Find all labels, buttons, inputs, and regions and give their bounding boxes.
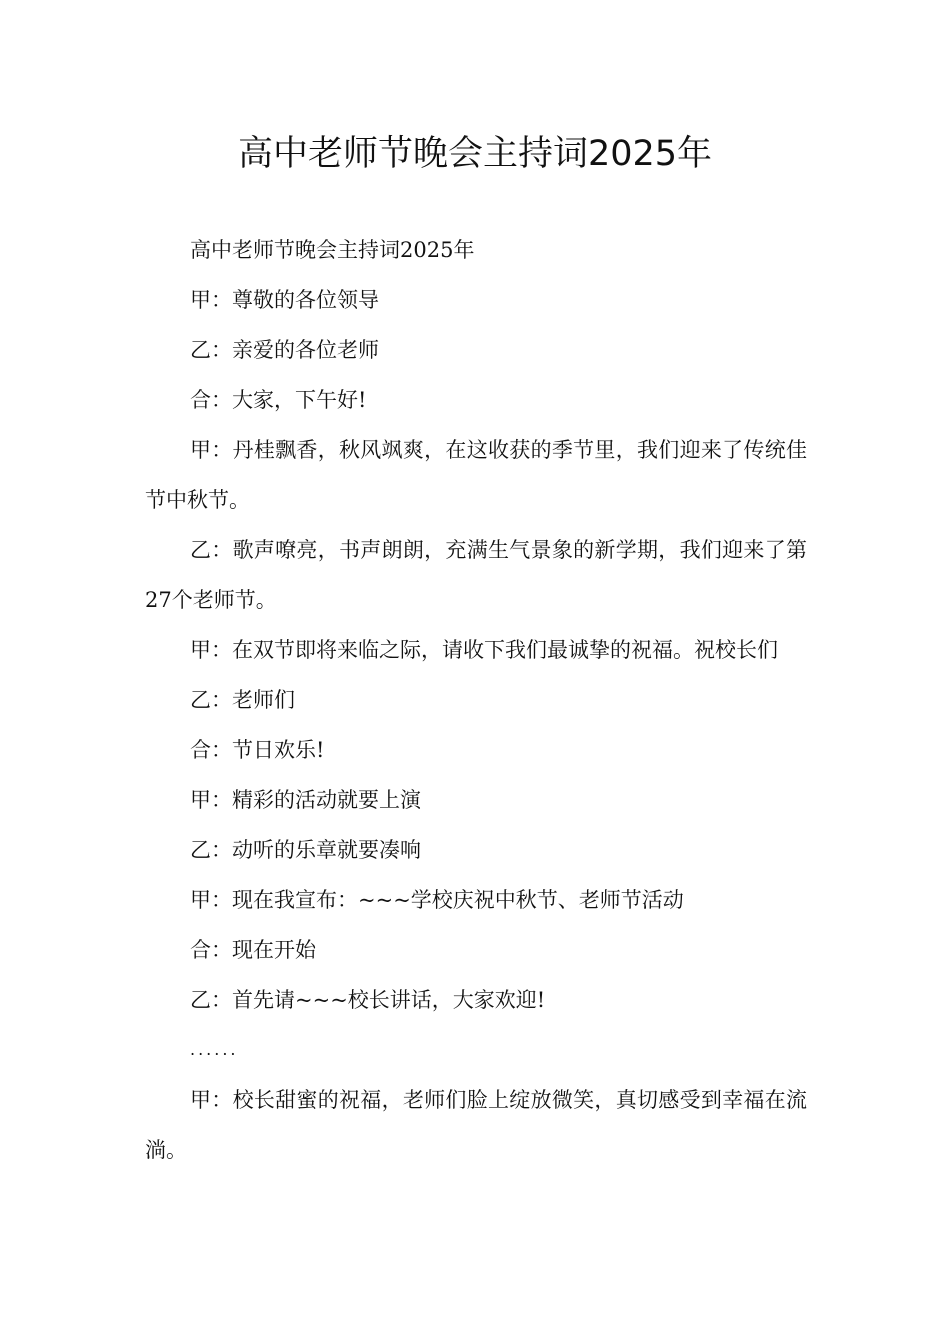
paragraph: 乙：首先请~~~校长讲话，大家欢迎! <box>190 988 546 1012</box>
paragraph: 乙：老师们 <box>190 688 295 712</box>
ellipsis-separator: ...... <box>190 1040 239 1059</box>
paragraph: 合：节日欢乐! <box>190 738 325 762</box>
paragraph: 乙：动听的乐章就要凑响 <box>190 838 421 862</box>
paragraph: 乙：亲爱的各位老师 <box>190 338 379 362</box>
paragraph: 合：现在开始 <box>190 938 316 962</box>
paragraph: 甲：丹桂飘香，秋风飒爽，在这收获的季节里，我们迎来了传统佳节中秋节。 <box>145 438 807 512</box>
paragraph: 甲：尊敬的各位领导 <box>190 288 379 312</box>
paragraph: 甲：校长甜蜜的祝福，老师们脸上绽放微笑，真切感受到幸福在流淌。 <box>145 1088 807 1162</box>
paragraph-subtitle: 高中老师节晚会主持词2025年 <box>190 238 475 262</box>
paragraph: 乙：歌声嘹亮，书声朗朗，充满生气景象的新学期，我们迎来了第27个老师节。 <box>145 538 807 612</box>
document-title: 高中老师节晚会主持词2025年 <box>237 134 713 174</box>
document-body <box>145 225 807 1175</box>
paragraph: 甲：现在我宣布：~~~学校庆祝中秋节、老师节活动 <box>190 888 684 912</box>
paragraph: 甲：在双节即将来临之际，请收下我们最诚挚的祝福。祝校长们 <box>190 638 778 662</box>
paragraph: 合：大家，下午好! <box>190 388 367 412</box>
paragraph: 甲：精彩的活动就要上演 <box>190 788 421 812</box>
